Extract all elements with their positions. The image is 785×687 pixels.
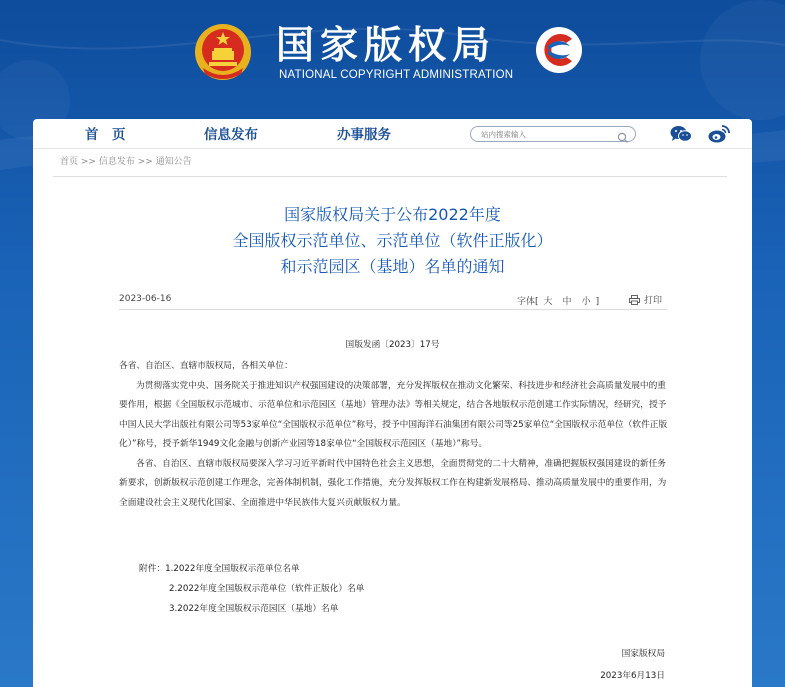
paragraph: 各省、自治区、直辖市版权局要深入学习习近平新时代中国特色社会主义思想，全面贯彻党的二十大精神，准确把握版权强国建设的新任务新要求，创新版权示范创建工作理念，完善体制机制，强化工作措施，充分发挥版权工作在构建新发展格局、推动高质量发展中的重要作用，为全面建设社会主义现代化国家、全面推进中华民族伟大复兴贡献版权力量。 bbox=[119, 458, 667, 508]
font-size-selector: 字体[ 大 中 小 ] bbox=[517, 297, 600, 307]
font-size-small[interactable]: 小 bbox=[581, 297, 591, 307]
site-title-english: NATIONAL COPYRIGHT ADMINISTRATION bbox=[279, 69, 514, 81]
breadcrumb-notices[interactable]: 通知公告 bbox=[155, 157, 192, 167]
article-title bbox=[33, 202, 752, 280]
publish-date: 2023-06-16 bbox=[119, 294, 172, 304]
salutation: 各省、自治区、直辖市版权局，各相关单位： bbox=[119, 361, 293, 371]
content-panel bbox=[33, 119, 752, 687]
article-body bbox=[119, 357, 670, 513]
print-label: 打印 bbox=[644, 296, 663, 306]
font-size-medium[interactable]: 中 bbox=[562, 297, 572, 307]
copyright-logo-icon bbox=[530, 24, 588, 76]
weibo-icon[interactable] bbox=[708, 124, 730, 144]
font-size-label: 字体 bbox=[517, 297, 536, 307]
title-line: 和示范园区（基地）名单的通知 bbox=[280, 257, 505, 276]
font-size-large[interactable]: 大 bbox=[543, 297, 553, 307]
breadcrumb-news[interactable]: 信息发布 bbox=[98, 157, 135, 167]
printer-icon bbox=[629, 295, 640, 305]
divider bbox=[53, 176, 727, 177]
attachments bbox=[139, 559, 364, 619]
attachment-link[interactable]: 3.2022年度全国版权示范园区（基地）名单 bbox=[169, 604, 339, 614]
document-number: 国版发函〔2023〕17号 bbox=[345, 340, 440, 350]
print-button[interactable] bbox=[629, 293, 662, 306]
breadcrumb bbox=[60, 156, 192, 168]
breadcrumb-separator: >> bbox=[134, 157, 156, 167]
attachment-link[interactable]: 2.2022年度全国版权示范单位（软件正版化）名单 bbox=[169, 584, 365, 594]
nav-item-home[interactable]: 首 页 bbox=[85, 127, 126, 143]
signer: 国家版权局 bbox=[621, 649, 665, 659]
breadcrumb-separator: >> bbox=[78, 157, 99, 167]
nav-item-news[interactable]: 信息发布 bbox=[204, 127, 258, 143]
attachments-label: 附件： bbox=[139, 564, 166, 574]
national-emblem-icon bbox=[193, 22, 253, 82]
paragraph: 为贯彻落实党中央、国务院关于推进知识产权强国建设的决策部署，充分发挥版权在推动文化繁荣、科技进步和经济社会高质量发展中的重要作用，根据《全国版权示范城市、示范单位和示范园区（基地）管理办法》等相关规定，结合各地版权示范创建工作实际情况，经研究，授予中国人民大学出版社有限公司等53家单位“全国版权示范单位”称号，授予中国海洋石油集团有限公司等25家单位“全国版权示范单位（软件正版化）”称号，授予新华1949文化金融与创新产业园等18家单位“全国版权示范园区（基地）”称号。 bbox=[119, 380, 668, 449]
divider bbox=[119, 309, 667, 310]
search-input[interactable] bbox=[481, 128, 611, 140]
title-line: 国家版权局关于公布2022年度 bbox=[284, 205, 501, 224]
sign-date: 2023年6月13日 bbox=[600, 671, 665, 681]
wechat-icon[interactable] bbox=[670, 125, 692, 143]
site-title: 国家版权局 bbox=[276, 23, 497, 67]
nav-item-services[interactable]: 办事服务 bbox=[337, 127, 391, 143]
site-header bbox=[0, 0, 785, 118]
title-line: 全国版权示范单位、示范单位（软件正版化） bbox=[232, 231, 553, 250]
breadcrumb-home[interactable]: 首页 bbox=[60, 157, 79, 167]
search-icon[interactable] bbox=[617, 129, 629, 141]
search-box bbox=[470, 126, 636, 142]
attachment-link[interactable]: 1.2022年度全国版权示范单位名单 bbox=[165, 564, 300, 574]
main-nav bbox=[33, 119, 752, 149]
signature-block bbox=[513, 643, 665, 687]
